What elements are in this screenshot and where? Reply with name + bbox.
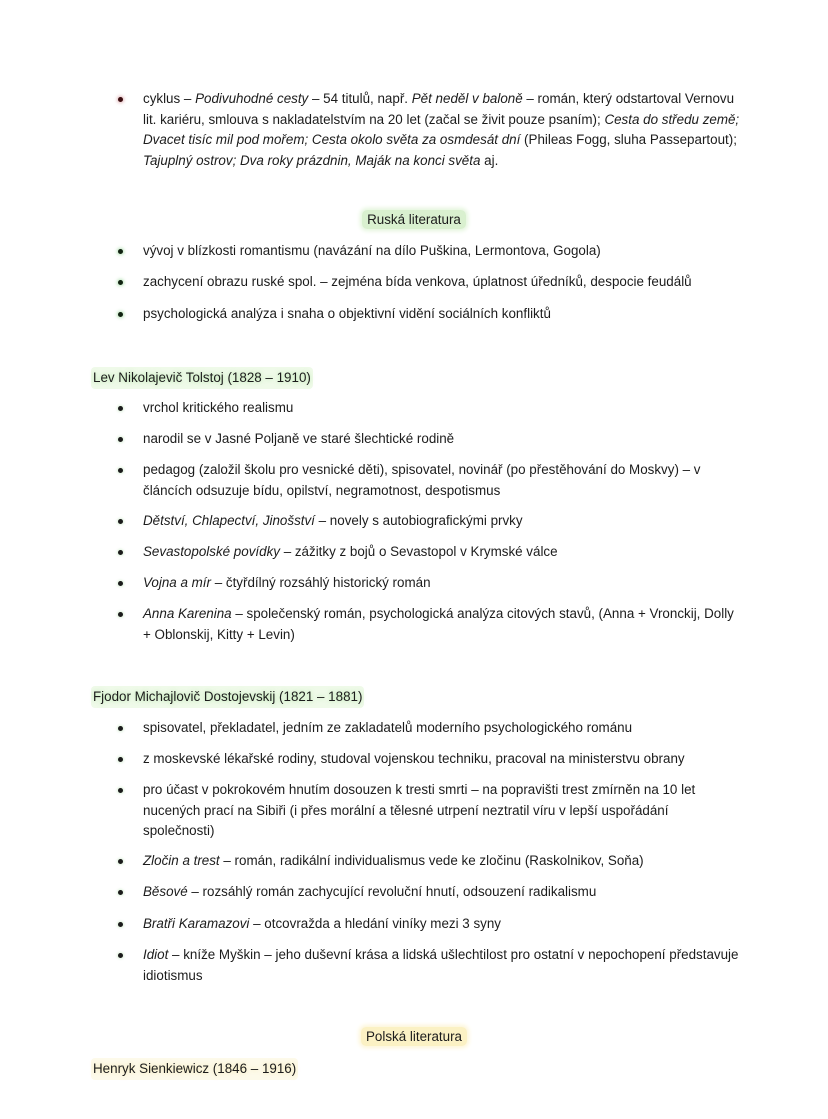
list-item	[143, 914, 743, 935]
list-item	[143, 780, 743, 842]
bullet-icon	[118, 890, 123, 895]
text-run: – 54 titulů, např.	[308, 91, 412, 106]
bullet-icon	[118, 406, 123, 411]
item-text: – společenský román, psychologická analýza citových stavů, (Anna + Vronckij, Dolly + Oblonskij, Kitty + Levin)	[143, 606, 734, 642]
item-text: vývoj v blízkosti romantismu (navázání na dílo Puškina, Lermontova, Gogola)	[143, 243, 601, 258]
section-heading-russian	[0, 210, 828, 230]
title-italic: Cesta do středu země; Dvacet tisíc mil pod mořem; Cesta okolo světa za osmdesát dní	[143, 111, 740, 147]
item-text: – novely s autobiografickými prvky	[314, 513, 523, 528]
list-item	[143, 542, 743, 563]
item-text: spisovatel, překladatel, jedním ze zakladatelů moderního psychologického románu	[143, 720, 633, 735]
list-item	[143, 398, 743, 419]
bullet-icon	[118, 468, 123, 473]
work-title: Běsové	[143, 884, 188, 899]
work-title: Bratři Karamazovi	[143, 916, 250, 931]
list-item	[143, 272, 743, 293]
list-item	[143, 241, 743, 262]
list-item	[143, 945, 743, 986]
item-text: zachycení obrazu ruské spol. – zejména bída venkova, úplatnost úředníků, despocie feudálů	[143, 274, 692, 289]
list-item	[143, 511, 743, 532]
bullet-icon	[118, 581, 123, 586]
bullet-icon	[118, 859, 123, 864]
bullet-icon	[118, 726, 123, 731]
item-text: vrchol kritického realismu	[143, 400, 294, 415]
item-text: pro účast v pokrokovém hnutím dosouzen k tresti smrti – na popravišti trest zmírněn na 10 let nucených prací na Sibiři (i přes morální a tělesné utrpení neztratil víru v lepší uspořádání společnosti)	[143, 782, 696, 838]
author-heading-tolstoy: Lev Nikolajevič Tolstoj (1828 – 1910)	[91, 367, 313, 389]
list-item	[143, 718, 743, 739]
list-item	[143, 89, 743, 171]
list-item	[143, 882, 743, 903]
title-italic: Pět neděl v baloně	[411, 91, 523, 106]
item-text: – otcovražda a hledání viníky mezi 3 syny	[249, 916, 501, 931]
bullet-icon	[118, 953, 123, 958]
bullet-icon	[118, 788, 123, 793]
list-item	[143, 304, 743, 325]
bullet-icon	[118, 280, 123, 285]
bullet-icon	[118, 757, 123, 762]
heading-text: Ruská literatura	[362, 210, 466, 229]
item-text: psychologická analýza i snaha o objektivní vidění sociálních konfliktů	[143, 306, 551, 321]
list-item	[143, 749, 743, 770]
item-text: – román, radikální individualismus vede ke zločinu (Raskolnikov, Soňa)	[219, 853, 644, 868]
bullet-icon	[118, 437, 123, 442]
heading-text: Polská literatura	[361, 1027, 467, 1046]
bullet-icon	[118, 249, 123, 254]
bullet-icon	[118, 519, 123, 524]
text-run: – román, který odstartoval Vernovu lit. kariéru, smlouva s nakladatelstvím na 20 let (začal se živit pouze psaním);	[143, 91, 735, 127]
author-heading-sienkiewicz: Henryk Sienkiewicz (1846 – 1916)	[91, 1058, 298, 1080]
work-title: Dětství, Chlapectví, Jinošství	[143, 513, 315, 528]
text-run: (Phileas Fogg, sluha Passepartout);	[520, 132, 737, 147]
title-italic: Podivuhodné cesty	[195, 91, 309, 106]
item-text: narodil se v Jasné Poljaně ve staré šlechtické rodině	[143, 431, 455, 446]
text-run: aj.	[480, 152, 499, 168]
author-heading-dostoevsky: Fjodor Michajlovič Dostojevskij (1821 – 1881)	[91, 686, 364, 708]
work-title: Sevastopolské povídky	[143, 544, 280, 559]
title-italic: Tajuplný ostrov; Dva roky prázdnin, Maják na konci světa	[143, 152, 481, 168]
item-text: – čtyřdílný rozsáhlý historický román	[210, 575, 431, 590]
verne-item-text	[143, 91, 739, 168]
bullet-icon	[118, 922, 123, 927]
text-run: cyklus –	[143, 91, 196, 106]
item-text: z moskevské lékařské rodiny, studoval vojenskou techniku, pracoval na ministerstvu obrany	[143, 751, 685, 766]
list-item	[143, 851, 743, 872]
work-title: Anna Karenina	[143, 606, 232, 621]
list-item	[143, 604, 743, 645]
work-title: Idiot	[143, 947, 169, 962]
item-text: pedagog (založil školu pro vesnické děti), spisovatel, novinář (po přestěhování do Moskvy) – v článcích odsuzuje bídu, opilství, negramotnost, despotismus	[143, 462, 701, 498]
bullet-icon	[118, 612, 123, 617]
list-item	[143, 460, 743, 501]
item-text: – zážitky z bojů o Sevastopol v Krymské válce	[279, 544, 558, 559]
list-item	[143, 429, 743, 450]
item-text: – kníže Myškin – jeho duševní krása a lidská ušlechtilost pro ostatní v nepochopení představuje idiotismus	[143, 947, 739, 983]
work-title: Zločin a trest	[143, 853, 220, 868]
item-text: – rozsáhlý román zachycující revoluční hnutí, odsouzení radikalismu	[187, 884, 597, 899]
bullet-icon	[118, 97, 123, 102]
list-item	[143, 573, 743, 594]
bullet-icon	[118, 550, 123, 555]
section-heading-polish	[0, 1027, 828, 1047]
work-title: Vojna a mír	[143, 575, 211, 590]
bullet-icon	[118, 312, 123, 317]
